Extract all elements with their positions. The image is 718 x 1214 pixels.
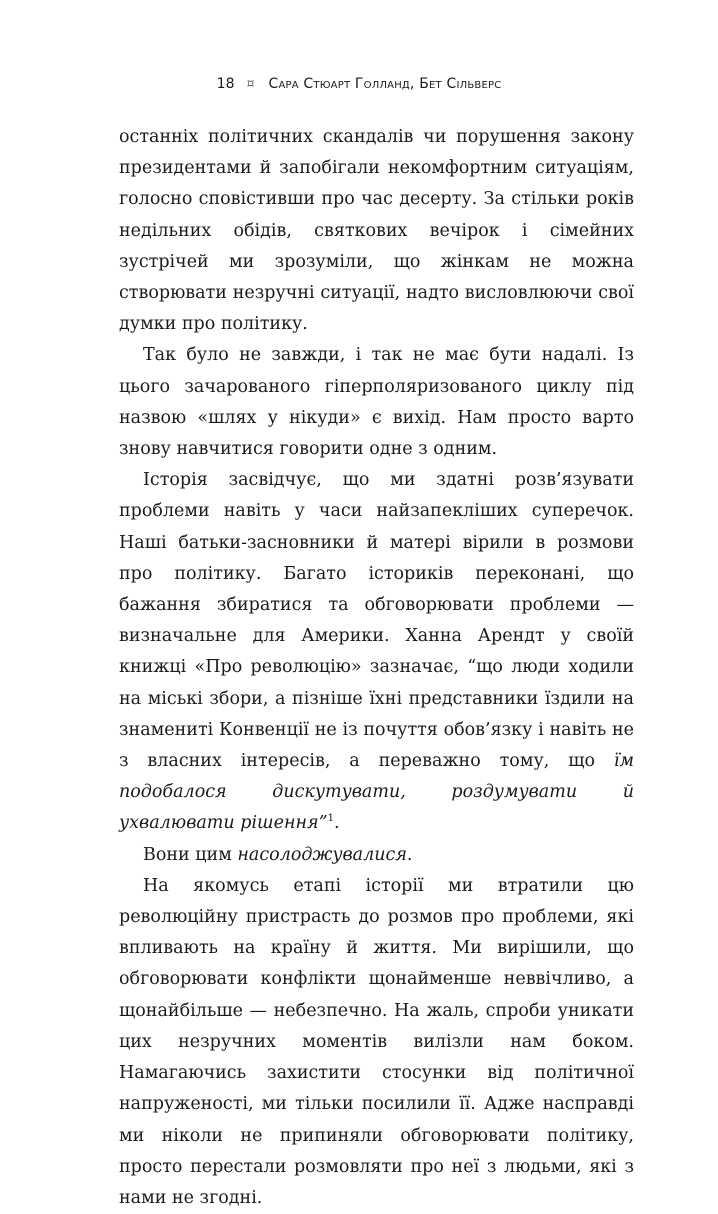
paragraph-1: останніх політичних скандалів чи порушення закону президентами й запобігали некомфортним ситуаціям, голосно сповістивши про час десерту. За стільки років недільних обідів, святкових вечірок і сімейних зустрічей ми зрозуміли, що жінкам не можна створювати незручні ситуації, надто висловлюючи свої думки про політику. [119,127,634,335]
paragraph-5: На якомусь етапі історії ми втратили цю революційну пристрасть до розмов про проблеми, які впливають на країну й життя. Ми вирішили, що обговорювати конфлікти щонайменше неввічливо, а щонайбільше — небезпечно. На жаль, спроби уникати цих незручних моментів вилізли нам боком. Намагаючись захистити стосунки від політичної напруженості, ми тільки посилили її. Адже насправді ми ніколи не припиняли обговорювати політику, просто перестали розмовляти про неї з людьми, які з нами не згодні. [119,875,634,1208]
paragraph-4 [119,840,634,871]
body-text [119,122,634,1214]
paragraph-3-quote-italic: їм подобалося дискутувати, роздумувати й ухвалювати рішення [119,751,634,834]
paragraph-2: Так було не завжди, і так не має бути надалі. Із цього зачарованого гіперполяризованого циклу під назвою «шлях у нікуди» є вихід. Нам просто варто знову навчитися говорити одне з одним. [119,345,634,460]
author-line: Сара Стюарт Голланд, Бет Сільверс [268,76,502,92]
paragraph-4-end: . [406,844,413,865]
paragraph-4-main: Вони цим [143,844,238,865]
paragraph-4-italic: насолоджувалися [237,844,407,865]
ornament-icon: ⌑ [247,77,254,91]
paragraph-3-main: Історія засвідчує, що ми здатні розв’язувати проблеми навіть у часи найзапекліших суперечок. Наші батьки-засновники й матері вірили в розмови про політику. Багато істориків переконані, що бажання збиратися та обговорювати проблеми — визначальне для Америки. Ханна Арендт у своїй книжці «Про революцію» зазначає, “що люди ходили на міські збори, а пізніше їхні представники їздили на знамениті Конвенції не із почуття обов’язку і навіть не з власних інтересів, а переважно тому, що [119,470,634,772]
running-header [0,76,718,92]
paragraph-3-end: . [333,813,340,834]
page-number: 18 [216,76,235,92]
paragraph-3-quote-close: ” [318,813,328,834]
paragraph-3 [119,465,634,839]
footnote-marker: 1 [327,813,334,825]
